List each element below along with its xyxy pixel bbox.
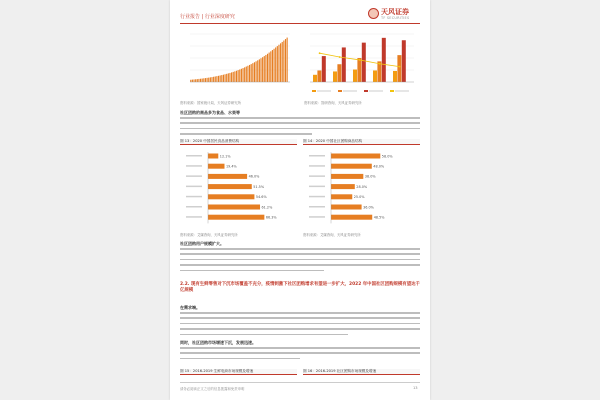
category-label <box>309 175 325 177</box>
category-label <box>186 186 202 188</box>
bar <box>218 76 219 82</box>
chart-top-left <box>182 30 292 92</box>
paragraph-4-lead: 同时，社区团购市场增速下沉，发展迅速。 <box>180 340 256 345</box>
bar <box>208 215 264 220</box>
bar <box>333 71 337 82</box>
legend-swatch <box>338 90 342 92</box>
bar <box>331 184 355 189</box>
data-label: 46.0% <box>248 174 260 179</box>
company-logo-name: 天风证券 <box>381 8 409 16</box>
paragraph-3 <box>180 312 420 339</box>
caption-right-bottom: 图 16：2016-2019 社区团购市场规模及增速 <box>303 369 420 375</box>
bar <box>282 42 283 82</box>
bar <box>259 59 260 82</box>
category-label <box>309 206 325 208</box>
bar <box>252 63 253 82</box>
line-point <box>319 52 321 54</box>
bar <box>362 43 366 82</box>
report-page <box>170 0 430 400</box>
paragraph-1 <box>180 117 420 139</box>
bar <box>208 78 209 82</box>
bar <box>270 51 271 82</box>
bar <box>242 68 243 82</box>
bar <box>331 164 372 169</box>
line-point <box>379 63 381 65</box>
line-point <box>399 66 401 68</box>
bar <box>313 75 317 82</box>
chart-mid-left-source: 资料来源：艾媒咨询，天风证券研究所 <box>180 233 238 237</box>
bar <box>239 69 240 82</box>
bar <box>256 61 257 82</box>
page-number: 13 <box>413 386 418 390</box>
bar <box>241 69 242 82</box>
paragraph-4 <box>180 347 420 363</box>
bar <box>190 80 191 82</box>
chart-mid-left <box>180 148 298 230</box>
bar <box>251 64 252 82</box>
paragraph-2 <box>180 248 420 275</box>
bar <box>283 41 284 82</box>
bar <box>246 67 247 82</box>
chart-top-right <box>304 30 418 98</box>
bar <box>269 53 270 82</box>
bar <box>231 72 232 82</box>
bar <box>254 62 255 82</box>
bar <box>342 47 346 82</box>
line-point <box>359 59 361 61</box>
bar <box>208 194 254 199</box>
data-label: 58.0% <box>381 154 393 159</box>
bar <box>382 38 386 82</box>
bar <box>208 154 218 159</box>
category-label <box>186 155 202 157</box>
category-label <box>309 186 325 188</box>
data-label: 12.1% <box>219 154 231 159</box>
data-label: 48.0% <box>373 164 385 169</box>
legend-text <box>369 91 383 92</box>
legend-swatch <box>390 90 394 92</box>
data-label: 36.0% <box>363 205 374 210</box>
bar <box>277 46 278 82</box>
bar <box>197 79 198 82</box>
data-label: 38.0% <box>364 174 376 179</box>
bar <box>373 70 377 82</box>
bar <box>397 55 401 82</box>
bar <box>260 58 261 82</box>
chart-mid-right <box>303 148 421 230</box>
category-label <box>309 196 325 198</box>
data-label: 48.5% <box>373 215 385 220</box>
bar <box>285 39 286 82</box>
bar <box>192 80 193 82</box>
bar <box>272 50 273 82</box>
bar <box>274 49 275 82</box>
legend-swatch <box>364 90 368 92</box>
bar <box>331 215 372 220</box>
category-label <box>186 216 202 218</box>
data-label: 54.6% <box>255 195 267 200</box>
company-logo-sub: TF SECURITIES <box>381 16 410 20</box>
chart-top-left-source: 资料来源：国家统计局，天风证券研究所 <box>180 101 242 105</box>
line-point <box>339 56 341 58</box>
data-label: 19.4% <box>225 164 237 169</box>
bar <box>331 174 363 179</box>
bar <box>236 71 237 82</box>
bar <box>331 205 362 210</box>
data-label: 28.0% <box>356 184 368 189</box>
bar <box>267 54 268 82</box>
bar <box>229 73 230 82</box>
bar <box>205 78 206 82</box>
category-label <box>186 175 202 177</box>
legend-swatch <box>312 90 316 92</box>
bar <box>216 76 217 82</box>
footer-divider <box>180 382 420 383</box>
bar <box>331 154 380 159</box>
paragraph-1-lead: 社区团购的商品多为食品、水果等 <box>180 110 240 115</box>
bar <box>280 43 281 82</box>
company-logo-icon <box>368 8 379 19</box>
bar <box>213 77 214 82</box>
bar <box>193 79 194 82</box>
legend-text <box>343 91 357 92</box>
bar <box>402 40 406 82</box>
bar <box>198 79 199 82</box>
bar <box>221 75 222 82</box>
bar <box>202 79 203 82</box>
bar <box>322 56 326 82</box>
bar <box>257 60 258 82</box>
bar <box>249 65 250 82</box>
caption-left-mid: 图 13：2020 中国居民食品消费结构 <box>180 139 297 145</box>
bar <box>200 79 201 82</box>
bar <box>353 70 357 82</box>
bar <box>357 58 361 82</box>
bar <box>211 77 212 82</box>
bar <box>317 70 321 82</box>
bar <box>234 71 235 82</box>
data-label: 66.3% <box>265 215 277 220</box>
bar <box>262 57 263 82</box>
bar <box>215 76 216 82</box>
data-label: 51.5% <box>253 184 265 189</box>
bar <box>208 174 247 179</box>
bar <box>208 164 224 169</box>
bar <box>244 67 245 82</box>
category-label <box>186 196 202 198</box>
bar <box>275 47 276 82</box>
bar <box>225 74 226 82</box>
bar <box>208 184 252 189</box>
data-label: 25.0% <box>353 195 365 200</box>
paragraph-2-lead: 社区团购用户规模扩大。 <box>180 241 224 246</box>
bar <box>203 78 204 82</box>
legend-text <box>395 91 409 92</box>
category-label <box>309 155 325 157</box>
bar <box>265 55 266 82</box>
bar <box>264 56 265 82</box>
section-heading: 2.2. 现有生鲜零售对下沉市场覆盖不充分，疫情刺激下社区团购增求有望进一步扩大，2022 年中国社区团购规模有望达千亿规模 <box>180 282 420 293</box>
bar <box>287 38 288 82</box>
bar <box>223 75 224 82</box>
caption-left-bottom: 图 15：2016-2019 生鲜电商市场规模及增速 <box>180 369 297 375</box>
bar <box>331 194 352 199</box>
bar <box>238 70 239 82</box>
category-label <box>309 165 325 167</box>
bar <box>207 78 208 82</box>
data-label: 61.2% <box>261 205 273 210</box>
chart-mid-right-source: 资料来源：艾媒咨询，天风证券研究所 <box>303 233 361 237</box>
footer-disclaimer: 请务必阅读正文之后的信息披露和免责申明 <box>180 387 245 391</box>
category-label <box>309 216 325 218</box>
header-title: 行业报告 | 行业深度研究 <box>180 14 235 20</box>
bar <box>226 74 227 82</box>
bar <box>210 77 211 82</box>
category-label <box>186 206 202 208</box>
header-divider <box>180 23 420 24</box>
bar <box>393 71 397 82</box>
bar <box>220 75 221 82</box>
bar <box>208 205 260 210</box>
bar <box>278 45 279 82</box>
legend-text <box>317 91 331 92</box>
bar <box>195 79 196 82</box>
bar <box>228 73 229 82</box>
bar <box>247 66 248 82</box>
caption-right-mid: 图 14：2020 中国社区团购商品结构 <box>303 139 420 145</box>
paragraph-3-lead: 在需求端。 <box>180 305 200 310</box>
bar <box>337 64 341 82</box>
category-label <box>186 165 202 167</box>
bar <box>233 72 234 82</box>
chart-top-right-source: 资料来源：智研咨询，天风证券研究所 <box>304 101 362 105</box>
